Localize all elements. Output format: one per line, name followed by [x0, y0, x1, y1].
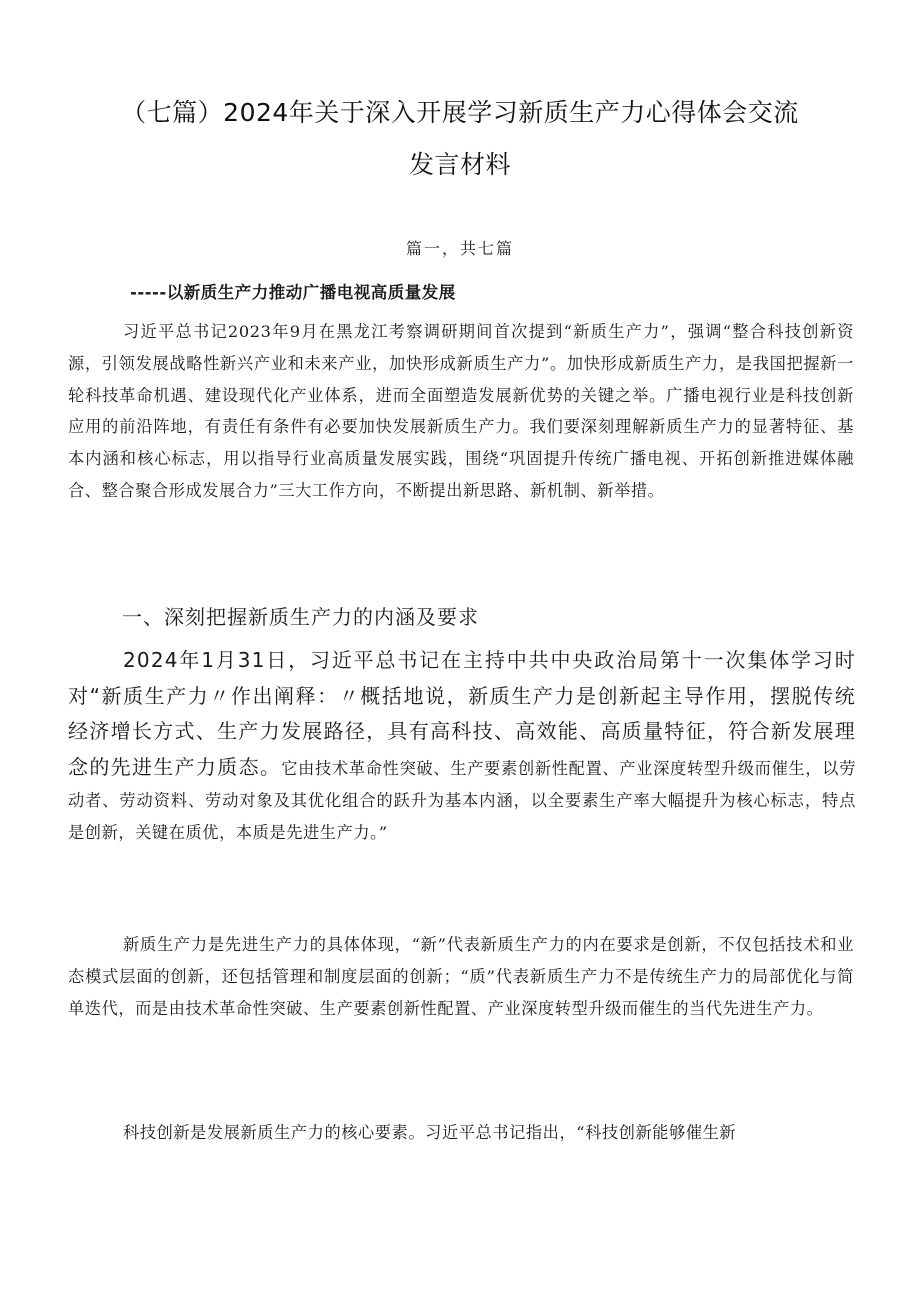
article-counter: 篇一，共七篇	[405, 239, 514, 258]
paragraph-definition-quote: 2024年1月31日，习近平总书记在主持中共中央政治局第十一次集体学习时对“新质生产力〃作出阐释：〃概括地说，新质生产力是创新起主导作用，摆脱传统经济增长方式、生产力发展路径，具有高科技、高效能、高质量特征，符合新发展理念的先进生产力质态。	[68, 648, 856, 779]
article-subtitle: -----以新质生产力推动广播电视高质量发展	[130, 283, 456, 302]
paragraph-explanation: 新质生产力是先进生产力的具体体现，“新”代表新质生产力的内在要求是创新，不仅包括技术和业态模式层面的创新，还包括管理和制度层面的创新；“质”代表新质生产力不是传统生产力的局部优化与简单迭代，而是由技术革命性突破、生产要素创新性配置、产业深度转型升级而催生的当代先进生产力。	[68, 935, 854, 1018]
paragraph-definition	[68, 643, 856, 849]
document-title-line1: （七篇）2024年关于深入开展学习新质生产力心得体会交流	[121, 98, 799, 127]
section-heading-1: 一、深刻把握新质生产力的内涵及要求	[122, 605, 479, 629]
document-title-line2: 发言材料	[408, 150, 511, 179]
paragraph-intro: 习近平总书记2023年9月在黑龙江考察调研期间首次提到“新质生产力”，强调“整合科技创新资源，引领发展战略性新兴产业和未来产业，加快形成新质生产力”。加快形成新质生产力，是我国把握新一轮科技革命机遇、建设现代化产业体系，进而全面塑造发展新优势的关键之举。广播电视行业是科技创新应用的前沿阵地，有责任有条件有必要加快发展新质生产力。我们要深刻理解新质生产力的显著特征、基本内涵和核心标志，用以指导行业高质量发展实践，围绕“巩固提升传统广播电视、开拓创新推进媒体融合、整合聚合形成发展合力”三大工作方向，不断提出新思路、新机制、新举措。	[68, 322, 854, 500]
paragraph-definition-rest: 它由技术革命性突破、生产要素创新性配置、产业深度转型升级而催生，以劳动者、劳动资料、劳动对象及其优化组合的跃升为基本内涵，以全要素生产率大幅提升为核心标志，特点是创新，关键在质优，本质是先进生产力。”	[68, 758, 856, 842]
paragraph-innovation: 科技创新是发展新质生产力的核心要素。习近平总书记指出，“科技创新能够催生新	[123, 1123, 737, 1142]
